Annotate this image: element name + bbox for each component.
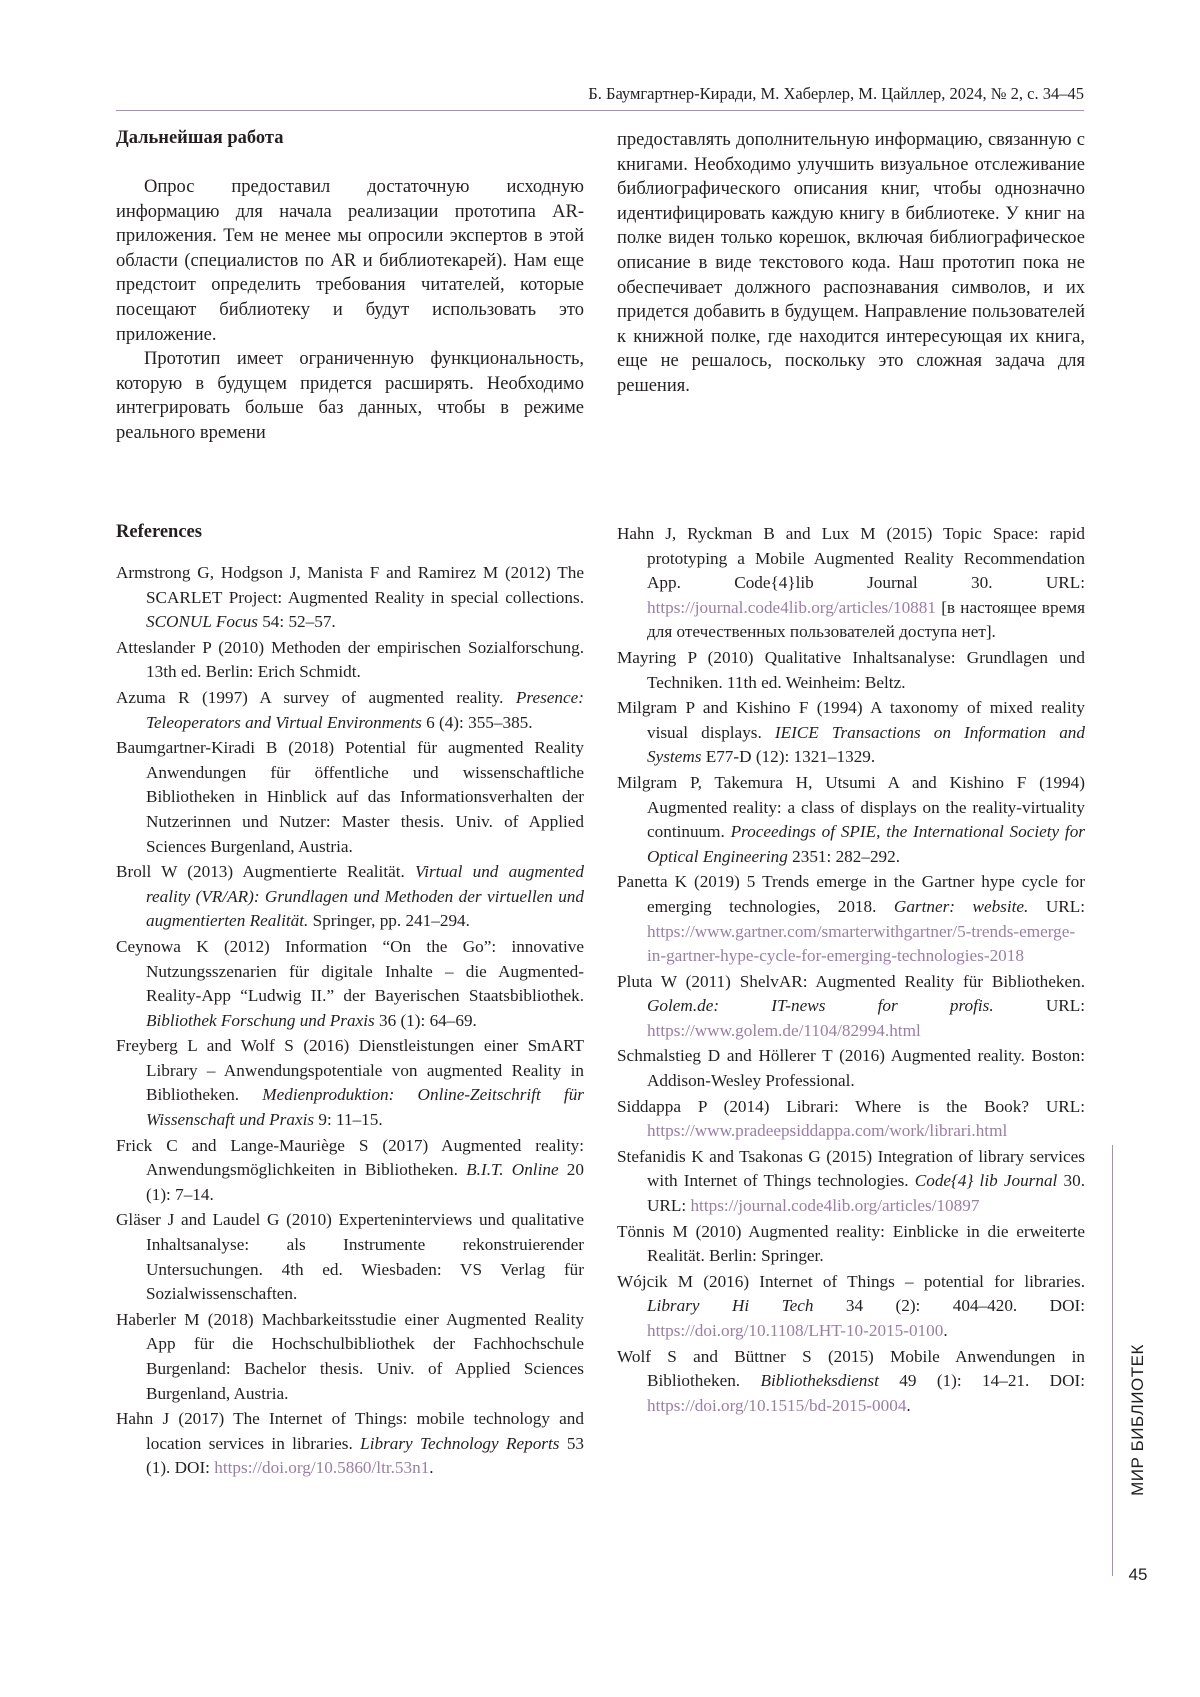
reference-entry — [617, 522, 1085, 645]
reference-entry — [116, 561, 584, 635]
references-list-right — [617, 522, 1085, 1418]
reference-entry — [116, 1134, 584, 1208]
reference-details: URL: — [1028, 897, 1085, 916]
reference-entry — [617, 870, 1085, 968]
reference-entry — [617, 1220, 1085, 1269]
reference-link[interactable]: https://www.gartner.com/smarterwithgartner/5-trends-emerge-in-gartner-hype-cycle-for-emerging-technologies-2018 — [647, 922, 1075, 966]
reference-details: URL: — [994, 996, 1085, 1015]
reference-text: Milgram P and Kishino F (1994) A taxonomy of mixed reality visual displays. — [617, 698, 1085, 742]
reference-entry — [617, 970, 1085, 1044]
reference-source-title: Bibliothek Forschung und Praxis — [146, 1011, 375, 1030]
running-head: Б. Баумгартнер-Киради, М. Хаберлер, М. Цайллер, 2024, № 2, с. 34–45 — [116, 84, 1084, 110]
reference-tail: [в настоящее время для отечественных пользова­телей доступа нет]. — [647, 598, 1085, 642]
reference-text: Ceynowa K (2012) Information “On the Go”: innovative Nutzungsszenarien für digitale Inhalte – die Augmented-Reality-App “Ludwig II.” der Bayerischen Staatsbibliothek. — [116, 937, 584, 1005]
reference-details: 6 (4): 355–385. — [422, 713, 533, 732]
reference-entry — [116, 686, 584, 735]
reference-text: Armstrong G, Hodgson J, Manista F and Ramirez M (2012) The SCARLET Project: Augmented Reality in special collections. — [116, 563, 584, 607]
reference-text: Milgram P, Takemura H, Utsumi A and Kishino F (1994) Augmented reality: a class of displays on the reality-virtuality continuum. — [617, 773, 1085, 841]
reference-text: Haberler M (2018) Machbarkeitsstudie einer Augmented Reality App für die Hochschulbibliothek der Fachhochschule Burgenland: Bachelor thesis. Univ. of Applied Sciences Burgenland, Austria. — [116, 1310, 584, 1403]
reference-entry — [617, 1270, 1085, 1344]
reference-text: Hahn J (2017) The Internet of Things: mobile technology and location services in libraries. — [116, 1409, 584, 1453]
reference-text: Gläser J and Laudel G (2010) Experteninterviews und qualitative Inhaltsanalyse: als Instrumente rekonstruierender Untersuchungen. 4th ed. Wiesbaden: VS Verlag für Sozialwissenschaften. — [116, 1210, 584, 1303]
reference-entry — [116, 1208, 584, 1306]
reference-source-title: Virtual und augmented reality (VR/AR): Grundlagen und Methoden der virtuellen und augmentierten Realität. — [146, 862, 584, 930]
reference-source-title: Library Technology Reports — [360, 1434, 559, 1453]
reference-text: Pluta W (2011) ShelvAR: Augmented Reality für Bibliotheken. — [617, 972, 1085, 991]
reference-text: Azuma R (1997) A survey of augmented reality. — [116, 688, 516, 707]
reference-source-title: Proceedings of SPIE, the International Society for Optical Engineering — [647, 822, 1085, 866]
reference-text: Wolf S and Büttner S (2015) Mobile Anwendungen in Bibliotheken. — [617, 1347, 1085, 1391]
references-heading: References — [116, 522, 584, 543]
reference-text: Tönnis M (2010) Augmented reality: Einblicke in die erweiterte Realität. Berlin: Springer. — [617, 1222, 1085, 1266]
reference-text: Mayring P (2010) Qualitative Inhaltsanalyse: Grundlagen und Techniken. 11th ed. Weinheim: Beltz. — [617, 648, 1085, 692]
reference-text: Stefanidis K and Tsakonas G (2015) Integration of library services with Internet of Things technologies. — [617, 1147, 1085, 1191]
reference-source-title: IEICE Transactions on Information and Systems — [647, 723, 1085, 767]
reference-link[interactable]: https://journal.code4lib.org/articles/10881 — [647, 598, 936, 617]
reference-text: Baumgartner-Kiradi B (2018) Potential für augmented Reality Anwendungen für öffentliche und wissenschaftliche Bibliotheken in Hinblick auf das Informationsverhalten der Nutzerinnen und Nutzer: Master thesis. Univ. of Applied Sciences Burgenland, Austria. — [116, 738, 584, 855]
reference-link[interactable]: https://doi.org/10.1108/LHT-10-2015-0100 — [647, 1321, 943, 1340]
references-list-left — [116, 561, 584, 1481]
reference-entry — [116, 860, 584, 934]
further-work-left-column — [116, 128, 584, 446]
journal-name: МИР БИБЛИОТЕК — [1128, 1344, 1148, 1496]
references-right-column — [617, 522, 1085, 1419]
reference-entry — [116, 736, 584, 859]
reference-entry — [617, 646, 1085, 695]
reference-source-title: Golem.de: IT-news for profis. — [647, 996, 994, 1015]
reference-link[interactable]: https://www.pradeepsiddappa.com/work/librari.html — [647, 1121, 1007, 1140]
reference-source-title: Presence: Teleoperators and Virtual Environments — [146, 688, 584, 732]
reference-details: 36 (1): 64–69. — [375, 1011, 477, 1030]
reference-text: Freyberg L and Wolf S (2016) Dienstleistungen einer SmART Library – Anwendungspotentiale von augmented Reality in Bibliotheken. — [116, 1036, 584, 1104]
reference-tail: . — [906, 1396, 910, 1415]
reference-entry — [617, 1044, 1085, 1093]
further-work-heading: Дальнейшая работа — [116, 128, 584, 149]
reference-entry — [617, 1145, 1085, 1219]
reference-link[interactable]: https://doi.org/10.5860/ltr.53n1 — [214, 1458, 429, 1477]
reference-source-title: B.I.T. Online — [466, 1160, 558, 1179]
further-work-right-column — [617, 128, 1085, 399]
reference-source-title: SCONUL Focus — [146, 612, 258, 631]
page-number: 45 — [1120, 1565, 1156, 1585]
reference-entry — [116, 1308, 584, 1406]
reference-details: 2351: 282–292. — [788, 847, 900, 866]
reference-source-title: Bibliotheksdienst — [760, 1371, 878, 1390]
reference-entry — [116, 636, 584, 685]
reference-entry — [617, 1095, 1085, 1144]
reference-tail: . — [429, 1458, 433, 1477]
side-divider — [1112, 1145, 1113, 1576]
further-work-paragraph-2-continued: предоставлять дополнительную информацию, связанную с книгами. Необходимо улучшить визуальное отслеживание библиографического описания книг, чтобы однозначно идентифици­ровать каждую книгу в библиотеке. У книг на полке виден только корешок, включая библио­графическое описание в виде текстового кода. Наш прототип пока не обеспечивает должного распознавания символов, и их придется доба­вить в будущем. Направление пользователей к книжной полке, где находится интересующая их книга, еще не решалось, поскольку это слож­ная задача для решения. — [617, 128, 1085, 399]
reference-details: 49 (1): 14–21. DOI: — [879, 1371, 1085, 1390]
reference-entry — [617, 1345, 1085, 1419]
reference-link[interactable]: https://doi.org/10.1515/bd-2015-0004 — [647, 1396, 906, 1415]
reference-entry — [116, 1034, 584, 1132]
reference-link[interactable]: https://www.golem.de/1104/82994.html — [647, 1021, 921, 1040]
reference-tail: . — [943, 1321, 947, 1340]
reference-source-title: Medienproduktion: Online-Zeitschrift für Wissenschaft und Praxis — [146, 1085, 584, 1129]
reference-text: Siddappa P (2014) Librari: Where is the Book? URL: — [617, 1097, 1085, 1116]
further-work-paragraph-1: Опрос предоставил достаточную исходную информацию для начала реализации прото­типа AR-приложения. Тем не менее мы опро­сили экспертов в этой области (специалистов по AR и библиотекарей). Нам еще предстоит определить требования читателей, которые посещают библиотеку и будут использовать это приложение. — [116, 175, 584, 347]
reference-text: Panetta K (2019) 5 Trends emerge in the Gartner hype cycle for emerging technologies, 2018. — [617, 872, 1085, 916]
reference-entry — [116, 935, 584, 1033]
reference-source-title: Gartner: website. — [894, 897, 1028, 916]
reference-text: Hahn J, Ryckman B and Lux M (2015) Topic Space: rapid prototyping a Mobile Augmented Reality Recommendation App. Code{4}lib Journal 30. URL: — [617, 524, 1085, 592]
reference-entry — [617, 771, 1085, 869]
reference-details: 54: 52–57. — [258, 612, 336, 631]
reference-source-title: Library Hi Tech — [647, 1296, 813, 1315]
reference-text: Frick C and Lange-Mauriège S (2017) Augmented reality: Anwendungsmöglichkeiten in Bibliotheken. — [116, 1136, 584, 1180]
reference-entry — [116, 1407, 584, 1481]
reference-text: Schmalstieg D and Höllerer T (2016) Augmented reality. Boston: Addison-Wesley Professional. — [617, 1046, 1085, 1090]
reference-details: Springer, pp. 241–294. — [308, 911, 470, 930]
reference-details: 30. URL: — [647, 1171, 1085, 1215]
reference-details: E77-D (12): 1321–1329. — [701, 747, 875, 766]
reference-source-title: Code{4} lib Journal — [915, 1171, 1058, 1190]
header-divider — [116, 110, 1084, 111]
further-work-paragraph-2: Прототип имеет ограниченную функцио­нальность, которую в будущем придется рас­ширять. Необходимо интегрировать больше баз данных, чтобы в режиме реального времени — [116, 347, 584, 445]
reference-text: Wójcik M (2016) Internet of Things – potential for libraries. — [617, 1272, 1085, 1291]
reference-details: 9: 11–15. — [314, 1110, 383, 1129]
reference-link[interactable]: https://journal.code4lib.org/articles/10897 — [690, 1196, 979, 1215]
reference-details: 20 (1): 7–14. — [146, 1160, 584, 1204]
reference-entry — [617, 696, 1085, 770]
reference-text: Broll W (2013) Augmentierte Realität. — [116, 862, 415, 881]
reference-details: 53 (1). DOI: — [146, 1434, 584, 1478]
references-left-column — [116, 522, 584, 1482]
reference-text: Atteslander P (2010) Methoden der empirischen Sozialforschung. 13th ed. Berlin: Erich Schmidt. — [116, 638, 584, 682]
reference-details: 34 (2): 404–420. DOI: — [813, 1296, 1085, 1315]
